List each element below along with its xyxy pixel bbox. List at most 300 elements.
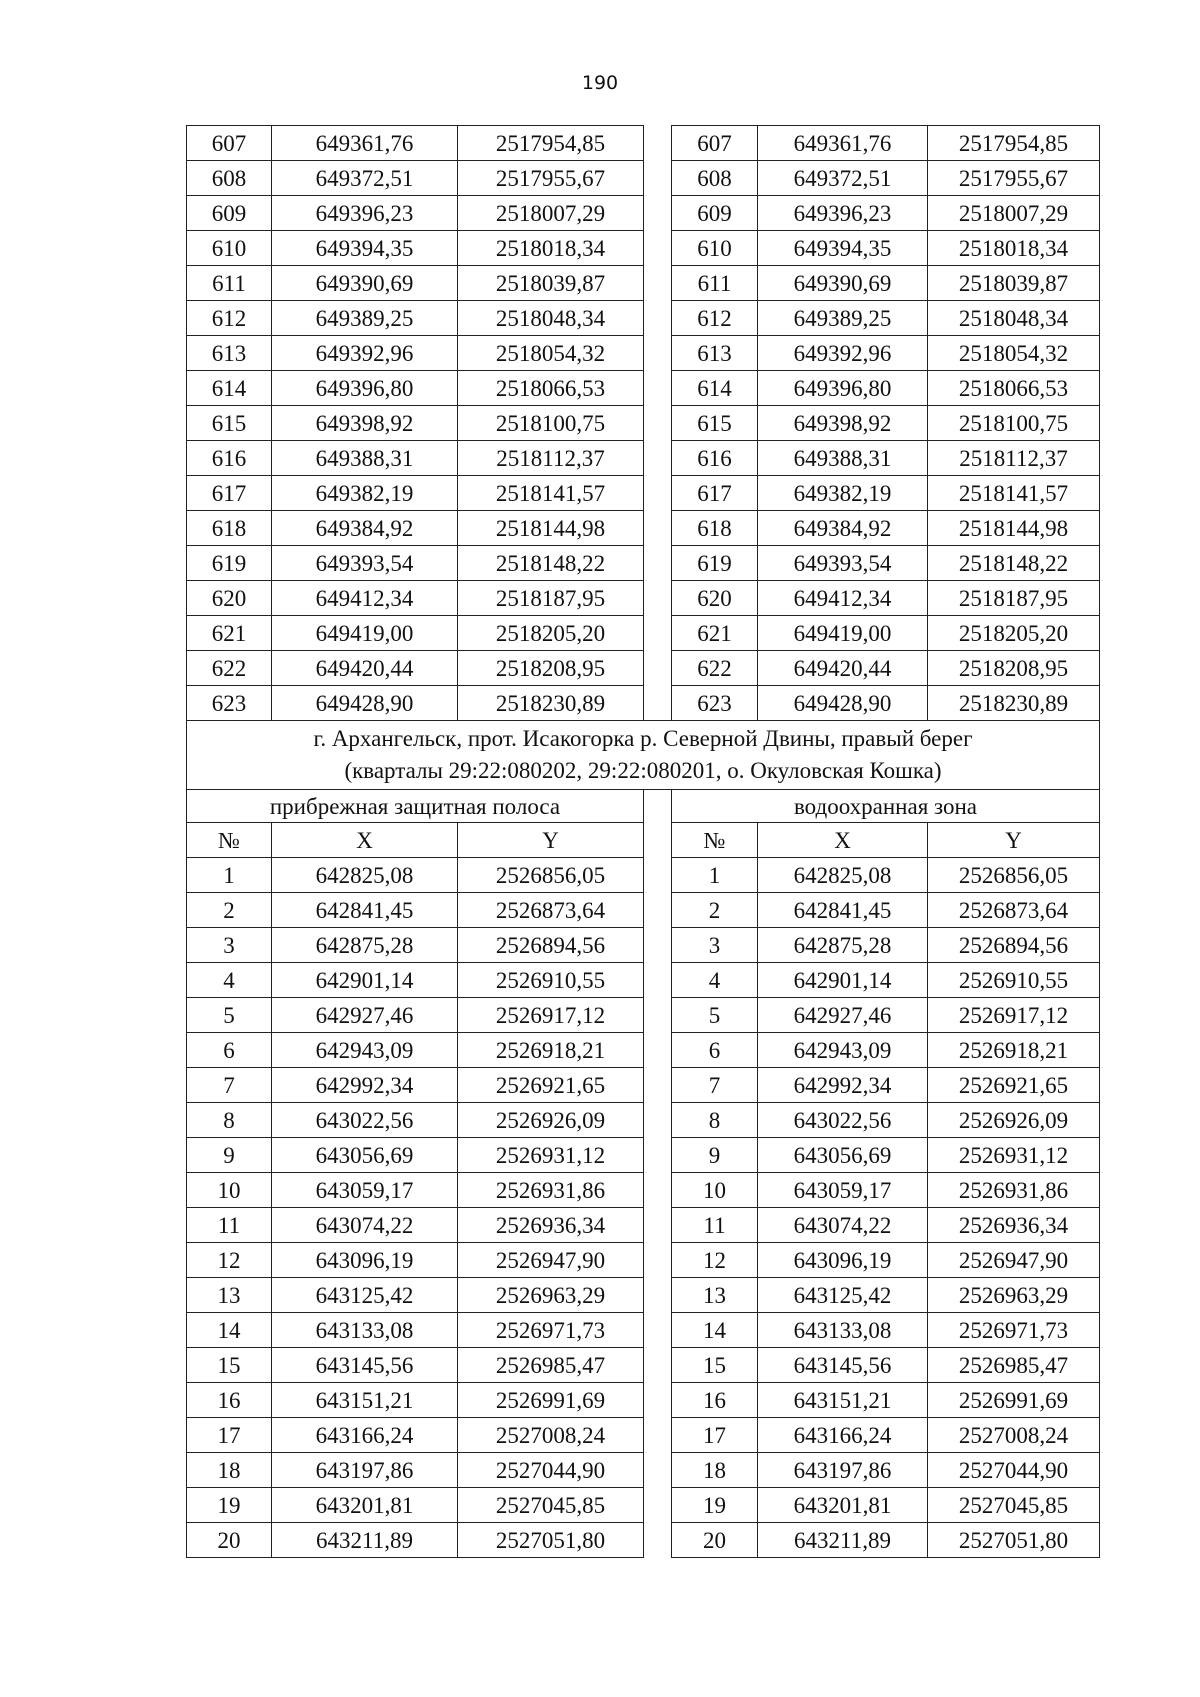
table-gap: [644, 371, 672, 406]
table-row: [187, 371, 1100, 406]
left-x-coordinate: 649361,76: [272, 126, 458, 161]
table-row: [187, 441, 1100, 476]
table-gap: [644, 823, 672, 858]
table-gap: [644, 126, 672, 161]
right-x-coordinate: 649398,92: [758, 406, 928, 441]
table-row: [187, 1243, 1100, 1278]
right-point-number: 619: [672, 546, 758, 581]
table-row: [187, 196, 1100, 231]
left-x-coordinate: 643201,81: [272, 1488, 458, 1523]
left-y-coordinate: 2526985,47: [458, 1348, 644, 1383]
right-x-coordinate: 649390,69: [758, 266, 928, 301]
left-y-coordinate: 2526910,55: [458, 963, 644, 998]
table-row: [187, 476, 1100, 511]
right-y-coordinate: 2526917,12: [928, 998, 1100, 1033]
right-point-number: 609: [672, 196, 758, 231]
table-row: [187, 1173, 1100, 1208]
left-y-coordinate: 2526856,05: [458, 858, 644, 893]
left-x-coordinate: 643074,22: [272, 1208, 458, 1243]
left-y-coordinate: 2526918,21: [458, 1033, 644, 1068]
left-x-coordinate: 642927,46: [272, 998, 458, 1033]
table-gap: [644, 858, 672, 893]
table-row: [187, 1523, 1100, 1558]
right-x-coordinate: 642927,46: [758, 998, 928, 1033]
left-point-number: 623: [187, 686, 272, 721]
left-y-coordinate: 2527044,90: [458, 1453, 644, 1488]
left-x-coordinate: 649420,44: [272, 651, 458, 686]
left-point-number: 611: [187, 266, 272, 301]
table-gap: [644, 476, 672, 511]
left-x-coordinate: 649394,35: [272, 231, 458, 266]
table-row: [187, 1138, 1100, 1173]
table-gap: [644, 1138, 672, 1173]
right-x-coordinate: 649393,54: [758, 546, 928, 581]
location-line-1: г. Архангельск, прот. Исакогорка р. Северной Двины, правый берег: [313, 726, 973, 751]
table-gap: [644, 1488, 672, 1523]
right-y-coordinate: 2526985,47: [928, 1348, 1100, 1383]
right-y-coordinate: 2518018,34: [928, 231, 1100, 266]
table-row: [187, 1418, 1100, 1453]
left-point-number: 3: [187, 928, 272, 963]
left-point-number: 11: [187, 1208, 272, 1243]
table-gap: [644, 1348, 672, 1383]
left-point-number: 16: [187, 1383, 272, 1418]
left-point-number: 1: [187, 858, 272, 893]
table-row: [187, 651, 1100, 686]
right-point-number: 623: [672, 686, 758, 721]
right-x-coordinate: 643197,86: [758, 1453, 928, 1488]
right-x-coordinate: 643151,21: [758, 1383, 928, 1418]
right-x-coordinate: 649388,31: [758, 441, 928, 476]
right-point-number: 12: [672, 1243, 758, 1278]
right-point-number: 18: [672, 1453, 758, 1488]
right-x-coordinate: 643074,22: [758, 1208, 928, 1243]
right-y-coordinate: 2517954,85: [928, 126, 1100, 161]
right-x-coordinate: 649394,35: [758, 231, 928, 266]
left-x-coordinate: 643166,24: [272, 1418, 458, 1453]
table-gap: [644, 790, 672, 823]
table-gap: [644, 1103, 672, 1138]
left-point-number: 616: [187, 441, 272, 476]
right-point-number: 1: [672, 858, 758, 893]
table-gap: [644, 161, 672, 196]
right-x-coordinate: 649384,92: [758, 511, 928, 546]
left-x-coordinate: 649372,51: [272, 161, 458, 196]
right-x-coordinate: 649372,51: [758, 161, 928, 196]
left-x-coordinate: 649419,00: [272, 616, 458, 651]
right-y-coordinate: 2526971,73: [928, 1313, 1100, 1348]
left-y-coordinate: 2518048,34: [458, 301, 644, 336]
left-point-number: 13: [187, 1278, 272, 1313]
left-point-number: 614: [187, 371, 272, 406]
table-row: [187, 1278, 1100, 1313]
right-col-num-header: №: [672, 823, 758, 858]
right-y-coordinate: 2518039,87: [928, 266, 1100, 301]
table-row: [187, 336, 1100, 371]
right-point-number: 7: [672, 1068, 758, 1103]
right-point-number: 10: [672, 1173, 758, 1208]
left-y-coordinate: 2526991,69: [458, 1383, 644, 1418]
left-x-coordinate: 649388,31: [272, 441, 458, 476]
right-y-coordinate: 2526947,90: [928, 1243, 1100, 1278]
right-point-number: 6: [672, 1033, 758, 1068]
left-x-coordinate: 642841,45: [272, 893, 458, 928]
table-row: [187, 998, 1100, 1033]
right-x-coordinate: 649392,96: [758, 336, 928, 371]
left-x-coordinate: 649428,90: [272, 686, 458, 721]
right-x-coordinate: 649389,25: [758, 301, 928, 336]
left-col-y-header: Y: [458, 823, 644, 858]
right-x-coordinate: 643096,19: [758, 1243, 928, 1278]
left-y-coordinate: 2527051,80: [458, 1523, 644, 1558]
left-x-coordinate: 643022,56: [272, 1103, 458, 1138]
left-col-num-header: №: [187, 823, 272, 858]
table-row: [187, 1103, 1100, 1138]
right-y-coordinate: 2526918,21: [928, 1033, 1100, 1068]
left-point-number: 17: [187, 1418, 272, 1453]
left-x-coordinate: 649393,54: [272, 546, 458, 581]
left-x-coordinate: 643151,21: [272, 1383, 458, 1418]
right-x-coordinate: 643125,42: [758, 1278, 928, 1313]
table-row: [187, 1313, 1100, 1348]
right-y-coordinate: 2517955,67: [928, 161, 1100, 196]
right-point-number: 9: [672, 1138, 758, 1173]
right-x-coordinate: 649396,23: [758, 196, 928, 231]
left-point-number: 618: [187, 511, 272, 546]
right-x-coordinate: 642992,34: [758, 1068, 928, 1103]
left-y-coordinate: 2527008,24: [458, 1418, 644, 1453]
right-y-coordinate: 2526991,69: [928, 1383, 1100, 1418]
table-row: [187, 928, 1100, 963]
table-row: [187, 266, 1100, 301]
right-point-number: 612: [672, 301, 758, 336]
left-x-coordinate: 649412,34: [272, 581, 458, 616]
table-gap: [644, 1243, 672, 1278]
left-y-coordinate: 2518054,32: [458, 336, 644, 371]
table-gap: [644, 301, 672, 336]
left-x-coordinate: 649389,25: [272, 301, 458, 336]
left-x-coordinate: 643056,69: [272, 1138, 458, 1173]
left-point-number: 607: [187, 126, 272, 161]
right-y-coordinate: 2526894,56: [928, 928, 1100, 963]
table-gap: [644, 963, 672, 998]
right-y-coordinate: 2527051,80: [928, 1523, 1100, 1558]
table-gap: [644, 1068, 672, 1103]
right-x-coordinate: 649412,34: [758, 581, 928, 616]
right-y-coordinate: 2518205,20: [928, 616, 1100, 651]
right-y-coordinate: 2518066,53: [928, 371, 1100, 406]
table-gap: [644, 928, 672, 963]
left-x-coordinate: 642825,08: [272, 858, 458, 893]
right-y-coordinate: 2526856,05: [928, 858, 1100, 893]
left-point-number: 608: [187, 161, 272, 196]
right-x-coordinate: 643059,17: [758, 1173, 928, 1208]
table-gap: [644, 196, 672, 231]
bottom-section-rows: [187, 858, 1100, 1558]
left-point-number: 2: [187, 893, 272, 928]
right-x-coordinate: 642875,28: [758, 928, 928, 963]
right-point-number: 620: [672, 581, 758, 616]
right-x-coordinate: 649396,80: [758, 371, 928, 406]
left-point-number: 20: [187, 1523, 272, 1558]
left-y-coordinate: 2526894,56: [458, 928, 644, 963]
table-gap: [644, 1313, 672, 1348]
table-row: [187, 858, 1100, 893]
left-x-coordinate: 649396,23: [272, 196, 458, 231]
right-point-number: 11: [672, 1208, 758, 1243]
table-row: [187, 1348, 1100, 1383]
left-point-number: 14: [187, 1313, 272, 1348]
table-gap: [644, 1383, 672, 1418]
left-x-coordinate: 649398,92: [272, 406, 458, 441]
table-row: [187, 406, 1100, 441]
right-x-coordinate: 649428,90: [758, 686, 928, 721]
right-point-number: 615: [672, 406, 758, 441]
left-x-coordinate: 643133,08: [272, 1313, 458, 1348]
table-gap: [644, 1278, 672, 1313]
table-gap: [644, 266, 672, 301]
table-gap: [644, 1453, 672, 1488]
table-row: [187, 686, 1100, 721]
left-y-coordinate: 2518141,57: [458, 476, 644, 511]
left-x-coordinate: 649392,96: [272, 336, 458, 371]
left-x-coordinate: 649382,19: [272, 476, 458, 511]
right-col-x-header: X: [758, 823, 928, 858]
left-y-coordinate: 2518112,37: [458, 441, 644, 476]
right-point-number: 611: [672, 266, 758, 301]
table-row: [187, 1033, 1100, 1068]
table-row: [187, 126, 1100, 161]
right-y-coordinate: 2518100,75: [928, 406, 1100, 441]
right-point-number: 618: [672, 511, 758, 546]
left-y-coordinate: 2518208,95: [458, 651, 644, 686]
right-y-coordinate: 2518144,98: [928, 511, 1100, 546]
table-gap: [644, 546, 672, 581]
left-x-coordinate: 642901,14: [272, 963, 458, 998]
right-y-coordinate: 2518187,95: [928, 581, 1100, 616]
right-y-coordinate: 2518048,34: [928, 301, 1100, 336]
left-x-coordinate: 643145,56: [272, 1348, 458, 1383]
left-x-coordinate: 643059,17: [272, 1173, 458, 1208]
left-y-coordinate: 2518144,98: [458, 511, 644, 546]
right-point-number: 622: [672, 651, 758, 686]
right-y-coordinate: 2518112,37: [928, 441, 1100, 476]
right-x-coordinate: 643056,69: [758, 1138, 928, 1173]
table-gap: [644, 441, 672, 476]
left-point-number: 615: [187, 406, 272, 441]
right-point-number: 610: [672, 231, 758, 266]
left-table-title: прибрежная защитная полоса: [187, 790, 644, 823]
right-point-number: 19: [672, 1488, 758, 1523]
left-y-coordinate: 2526947,90: [458, 1243, 644, 1278]
table-gap: [644, 616, 672, 651]
left-point-number: 15: [187, 1348, 272, 1383]
left-x-coordinate: 642875,28: [272, 928, 458, 963]
table-gap: [644, 1033, 672, 1068]
right-point-number: 17: [672, 1418, 758, 1453]
right-point-number: 608: [672, 161, 758, 196]
right-y-coordinate: 2527044,90: [928, 1453, 1100, 1488]
right-x-coordinate: 643211,89: [758, 1523, 928, 1558]
table-row: [187, 581, 1100, 616]
left-point-number: 617: [187, 476, 272, 511]
right-x-coordinate: 642841,45: [758, 893, 928, 928]
right-y-coordinate: 2526936,34: [928, 1208, 1100, 1243]
table-gap: [644, 231, 672, 266]
right-y-coordinate: 2518054,32: [928, 336, 1100, 371]
left-x-coordinate: 642943,09: [272, 1033, 458, 1068]
left-y-coordinate: 2518230,89: [458, 686, 644, 721]
right-y-coordinate: 2518141,57: [928, 476, 1100, 511]
table-row: [187, 546, 1100, 581]
left-point-number: 9: [187, 1138, 272, 1173]
table-row: [187, 616, 1100, 651]
left-point-number: 5: [187, 998, 272, 1033]
right-point-number: 16: [672, 1383, 758, 1418]
right-x-coordinate: 643022,56: [758, 1103, 928, 1138]
table-gap: [644, 511, 672, 546]
right-y-coordinate: 2526873,64: [928, 893, 1100, 928]
right-y-coordinate: 2526931,12: [928, 1138, 1100, 1173]
left-y-coordinate: 2526917,12: [458, 998, 644, 1033]
right-y-coordinate: 2526963,29: [928, 1278, 1100, 1313]
left-y-coordinate: 2526936,34: [458, 1208, 644, 1243]
left-x-coordinate: 643197,86: [272, 1453, 458, 1488]
section-header: [187, 721, 1100, 858]
table-row: [187, 963, 1100, 998]
left-point-number: 10: [187, 1173, 272, 1208]
table-gap: [644, 1173, 672, 1208]
right-point-number: 8: [672, 1103, 758, 1138]
right-x-coordinate: 643166,24: [758, 1418, 928, 1453]
left-y-coordinate: 2518066,53: [458, 371, 644, 406]
right-x-coordinate: 649361,76: [758, 126, 928, 161]
right-x-coordinate: 642901,14: [758, 963, 928, 998]
right-point-number: 616: [672, 441, 758, 476]
right-point-number: 607: [672, 126, 758, 161]
left-x-coordinate: 643211,89: [272, 1523, 458, 1558]
right-x-coordinate: 649419,00: [758, 616, 928, 651]
left-point-number: 4: [187, 963, 272, 998]
left-point-number: 621: [187, 616, 272, 651]
left-y-coordinate: 2526873,64: [458, 893, 644, 928]
left-point-number: 620: [187, 581, 272, 616]
right-y-coordinate: 2526921,65: [928, 1068, 1100, 1103]
left-y-coordinate: 2527045,85: [458, 1488, 644, 1523]
left-point-number: 619: [187, 546, 272, 581]
table-gap: [644, 1208, 672, 1243]
right-y-coordinate: 2526926,09: [928, 1103, 1100, 1138]
left-y-coordinate: 2526931,86: [458, 1173, 644, 1208]
left-y-coordinate: 2526971,73: [458, 1313, 644, 1348]
left-y-coordinate: 2518007,29: [458, 196, 644, 231]
table-gap: [644, 581, 672, 616]
left-x-coordinate: 643125,42: [272, 1278, 458, 1313]
left-point-number: 612: [187, 301, 272, 336]
left-y-coordinate: 2526921,65: [458, 1068, 644, 1103]
table-row: [187, 1488, 1100, 1523]
left-point-number: 622: [187, 651, 272, 686]
right-col-y-header: Y: [928, 823, 1100, 858]
right-point-number: 14: [672, 1313, 758, 1348]
right-x-coordinate: 649382,19: [758, 476, 928, 511]
right-point-number: 15: [672, 1348, 758, 1383]
left-point-number: 8: [187, 1103, 272, 1138]
right-point-number: 621: [672, 616, 758, 651]
right-y-coordinate: 2527045,85: [928, 1488, 1100, 1523]
left-point-number: 7: [187, 1068, 272, 1103]
page-number: 190: [581, 72, 619, 94]
table-gap: [644, 1418, 672, 1453]
right-x-coordinate: 643133,08: [758, 1313, 928, 1348]
left-point-number: 613: [187, 336, 272, 371]
left-y-coordinate: 2518018,34: [458, 231, 644, 266]
left-x-coordinate: 649384,92: [272, 511, 458, 546]
right-x-coordinate: 642943,09: [758, 1033, 928, 1068]
right-y-coordinate: 2518007,29: [928, 196, 1100, 231]
left-y-coordinate: 2518205,20: [458, 616, 644, 651]
left-y-coordinate: 2517955,67: [458, 161, 644, 196]
left-y-coordinate: 2526926,09: [458, 1103, 644, 1138]
right-point-number: 617: [672, 476, 758, 511]
left-y-coordinate: 2526963,29: [458, 1278, 644, 1313]
right-x-coordinate: 649420,44: [758, 651, 928, 686]
right-point-number: 4: [672, 963, 758, 998]
right-y-coordinate: 2526931,86: [928, 1173, 1100, 1208]
right-x-coordinate: 642825,08: [758, 858, 928, 893]
table-row: [187, 511, 1100, 546]
table-row: [187, 1383, 1100, 1418]
table-row: [187, 161, 1100, 196]
right-x-coordinate: 643201,81: [758, 1488, 928, 1523]
right-x-coordinate: 643145,56: [758, 1348, 928, 1383]
top-section-rows: [187, 126, 1100, 721]
left-point-number: 6: [187, 1033, 272, 1068]
left-point-number: 19: [187, 1488, 272, 1523]
table-row: [187, 1208, 1100, 1243]
left-point-number: 610: [187, 231, 272, 266]
table-row: [187, 1068, 1100, 1103]
right-point-number: 614: [672, 371, 758, 406]
right-point-number: 613: [672, 336, 758, 371]
table-row: [187, 301, 1100, 336]
table-gap: [644, 998, 672, 1033]
right-point-number: 2: [672, 893, 758, 928]
coordinates-table: [186, 125, 1100, 1558]
left-point-number: 12: [187, 1243, 272, 1278]
right-point-number: 20: [672, 1523, 758, 1558]
left-x-coordinate: 643096,19: [272, 1243, 458, 1278]
table-gap: [644, 406, 672, 441]
left-x-coordinate: 649390,69: [272, 266, 458, 301]
right-y-coordinate: 2527008,24: [928, 1418, 1100, 1453]
table-gap: [644, 336, 672, 371]
left-point-number: 18: [187, 1453, 272, 1488]
location-line-2: (кварталы 29:22:080202, 29:22:080201, о. Окуловская Кошка): [344, 758, 942, 783]
left-point-number: 609: [187, 196, 272, 231]
table-row: [187, 893, 1100, 928]
right-y-coordinate: 2526910,55: [928, 963, 1100, 998]
left-y-coordinate: 2526931,12: [458, 1138, 644, 1173]
left-y-coordinate: 2517954,85: [458, 126, 644, 161]
left-x-coordinate: 642992,34: [272, 1068, 458, 1103]
right-point-number: 13: [672, 1278, 758, 1313]
left-x-coordinate: 649396,80: [272, 371, 458, 406]
table-gap: [644, 651, 672, 686]
table-gap: [644, 893, 672, 928]
left-col-x-header: X: [272, 823, 458, 858]
right-point-number: 3: [672, 928, 758, 963]
